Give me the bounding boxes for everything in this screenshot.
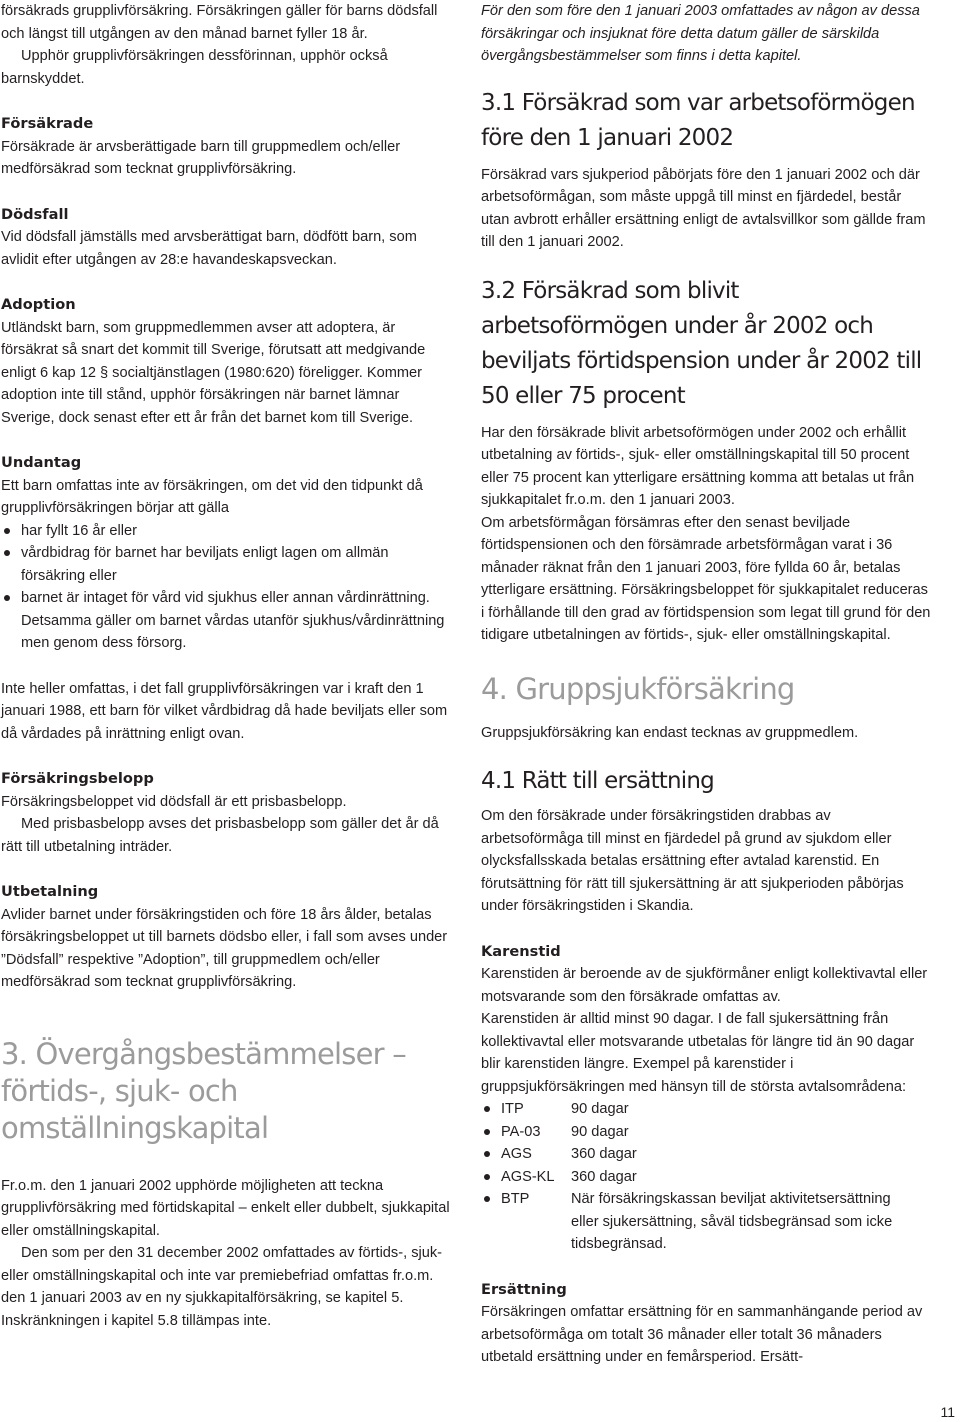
table-cell-key: BTP bbox=[501, 1191, 530, 1207]
subheading-karenstid: Karenstid bbox=[481, 942, 561, 960]
paragraph: Gruppsjukförsäkring kan endast tecknas av gruppmedlem. bbox=[481, 724, 859, 741]
list-item: har fyllt 16 år eller bbox=[1, 520, 451, 543]
paragraph: Karenstiden är alltid minst 90 dagar. I de fall sjukersättning från kollektivavtal eller motsvarande utbetalas för längre tid än 90 dagar blir karenstiden längre. Exempel på karenstider i gruppsjukförsäkringen med hänsyn till de största avtalsområdena: bbox=[481, 1011, 915, 1095]
subheading-forsakringsbelopp: Försäkringsbelopp bbox=[1, 770, 154, 787]
table-cell-key: AGS-KL bbox=[501, 1168, 555, 1185]
undantag-list bbox=[1, 520, 451, 655]
table-cell-value: 90 dagar bbox=[571, 1123, 629, 1140]
table-cell-key: AGS bbox=[501, 1146, 532, 1162]
table-row bbox=[481, 1188, 911, 1256]
paragraph: Den som per den 31 december 2002 omfattades av förtids-, sjuk- eller omställningskapital och inte var premiebefriad omfattas fr.o.m. den 1 januari 2003 av en ny sjukkapitalförsäkring, se kapitel 5. Inskränkningen i kapitel 5.8 tillämpas inte. bbox=[1, 1245, 443, 1329]
paragraph: Har den försäkrade blivit arbetsoförmögen under 2002 och erhållit utbetalning av förtids-, sjuk- eller omställningskapital till 50 procent eller 75 procent kan ytterligare ersättning komma att betalas ut från sjukkapitalet fr.o.m. den 1 januari 2003. bbox=[481, 424, 915, 508]
paragraph: Försäkringsbeloppet vid dödsfall är ett prisbasbelopp. bbox=[1, 793, 347, 810]
paragraph: Avlider barnet under försäkringstiden och före 18 års ålder, betalas försäkringsbeloppet ut till barnets dödsbo eller, i fall som avses under ”Dödsfall” respektive ”Adoption”, till gruppmedlem och/eller medförsäkrad som tecknat grupplivförsäkring. bbox=[1, 906, 448, 990]
paragraph: Karenstiden är beroende av de sjukförmåner enligt kollektivavtal eller motsvarande som den försäkrade omfattas av. bbox=[481, 966, 928, 1005]
paragraph: Försäkrad vars sjukperiod påbörjats före den 1 januari 2002 och där arbetsoförmågan, som måste uppgå till minst en fjärdedel, består utan avbrott erhåller ersättning enligt de avtalsvillkor som gällde fram till den 1 januari 2002. bbox=[481, 166, 926, 250]
bullet-icon bbox=[484, 1151, 490, 1157]
list-item: vårdbidrag för barnet har beviljats enligt lagen om allmän försäkring eller bbox=[1, 542, 451, 587]
subheading-undantag: Undantag bbox=[1, 454, 82, 471]
bullet-icon bbox=[484, 1174, 490, 1180]
paragraph: Försäkrade är arvsberättigade barn till gruppmedlem och/eller medförsäkrad som tecknat grupplivförsäkring. bbox=[1, 138, 401, 177]
left-column bbox=[1, 0, 451, 1332]
bullet-icon bbox=[484, 1196, 490, 1202]
paragraph: Upphör grupplivförsäkringen dessförinnan, upphör också barnskyddet. bbox=[1, 48, 388, 87]
table-cell-value: 360 dagar bbox=[571, 1146, 637, 1162]
paragraph: Om arbetsförmågan försämras efter den senast beviljade förtidspensionen och den försämrade arbetsförmågan varat i 36 månader räknat från den 1 januari 2003, före fyllda 60 år, betalas ytterligare ersättning. Försäkringsbeloppet för sjukkapitalet reduceras i förhållande till den grad av förtidspension som legat till grund för den tidigare utbetalningen av förtids-, sjuk- eller omställningskapital. bbox=[481, 514, 931, 643]
table-row bbox=[481, 1143, 911, 1166]
paragraph: Med prisbasbelopp avses det prisbasbelopp som gäller det år då rätt till utbetalning inträder. bbox=[1, 816, 439, 855]
table-row bbox=[481, 1098, 911, 1121]
paragraph: försäkrads grupplivförsäkring. Försäkringen gäller för barns dödsfall och längst till utgången av den månad barnet fyller 18 år. bbox=[1, 3, 438, 42]
bullet-icon bbox=[484, 1106, 490, 1112]
section-heading-4-1: 4.1 Rätt till ersättning bbox=[481, 768, 714, 794]
paragraph: Om den försäkrade under försäkringstiden drabbas av arbetsoförmåga till minst en fjärdedel på grund av sjukdom eller olycksfallsskada betalas ersättning efter avtalad karenstid. En förutsättning för rätt till sjukersättning är att sjukperioden påbörjas under försäkringstiden i Skandia. bbox=[481, 808, 904, 914]
paragraph: Försäkringen omfattar ersättning för en sammanhängande period av arbetsoförmåga om totalt 36 månader eller totalt 36 månaders utbetald ersättning under en femårsperiod. Ersätt- bbox=[481, 1304, 923, 1365]
section-heading-4: 4. Gruppsjukförsäkring bbox=[481, 671, 795, 706]
subheading-ersattning: Ersättning bbox=[481, 1280, 567, 1298]
page-number: 11 bbox=[940, 1404, 955, 1420]
bullet-icon bbox=[484, 1129, 490, 1135]
section-heading-3-2: 3.2 Försäkrad som blivit arbetsoförmögen under år 2002 och beviljats förtidspension under år 2002 till 50 eller 75 procent bbox=[481, 277, 922, 409]
subheading-adoption: Adoption bbox=[1, 296, 76, 313]
list-item: barnet är intaget för vård vid sjukhus eller annan vårdinrättning. Detsamma gäller om barnet vårdas utanför sjukhus/vårdinrättning men genom dess försorg. bbox=[1, 587, 451, 655]
table-cell-value: 360 dagar bbox=[571, 1168, 637, 1185]
right-column bbox=[481, 0, 931, 1369]
paragraph: Utländskt barn, som gruppmedlemmen avser att adoptera, är försäkrat så snart det kommit till Sverige, förutsatt att medgivande enligt 6 kap 12 § socialtjänstlagen (1980:620) föreligger. Kommer adoption inte till stånd, upphör försäkringen när barnet lämnar Sverige, dock senast efter ett år från det barnet kom till Sverige. bbox=[1, 319, 426, 426]
table-cell-key: ITP bbox=[501, 1101, 524, 1117]
subheading-dodsfall: Dödsfall bbox=[1, 205, 69, 223]
paragraph: Fr.o.m. den 1 januari 2002 upphörde möjligheten att teckna grupplivförsäkring med förtidskapital – enkelt eller dubbelt, sjukkapital eller omställningskapital. bbox=[1, 1177, 450, 1239]
section-heading-3-1: 3.1 Försäkrad som var arbetsoförmögen före den 1 januari 2002 bbox=[481, 89, 915, 151]
paragraph: Inte heller omfattas, i det fall grupplivförsäkringen var i kraft den 1 januari 1988, ett barn för vilket vårdbidrag då hade beviljats eller som då vårdades på inrättning enligt ovan. bbox=[1, 680, 448, 742]
paragraph: Ett barn omfattas inte av försäkringen, om det vid den tidpunkt då grupplivförsäkringen börjar att gälla bbox=[1, 477, 423, 516]
subheading-forsakrade: Försäkrade bbox=[1, 115, 94, 132]
section-heading-3: 3. Övergångsbestämmelser – förtids-, sjuk- och omställningskapital bbox=[1, 1036, 406, 1145]
table-cell-value: När försäkringskassan beviljat aktivitetsersättning eller sjukersättning, såväl tidsbegränsad som icke tidsbegränsad. bbox=[571, 1191, 893, 1252]
table-row bbox=[481, 1121, 911, 1144]
subheading-utbetalning: Utbetalning bbox=[1, 883, 99, 900]
karenstid-table bbox=[481, 1098, 911, 1256]
table-row bbox=[481, 1166, 911, 1189]
table-cell-key: PA-03 bbox=[501, 1123, 541, 1140]
italic-note: För den som före den 1 januari 2003 omfattades av någon av dessa försäkringar och insjuknat före detta datum gäller de särskilda övergångsbestämmelser som finns i detta kapitel. bbox=[481, 3, 920, 64]
paragraph: Vid dödsfall jämställs med arvsberättigat barn, dödfött barn, som avlidit efter utgången av 28:e havandeskapsveckan. bbox=[1, 229, 417, 268]
table-cell-value: 90 dagar bbox=[571, 1101, 629, 1117]
